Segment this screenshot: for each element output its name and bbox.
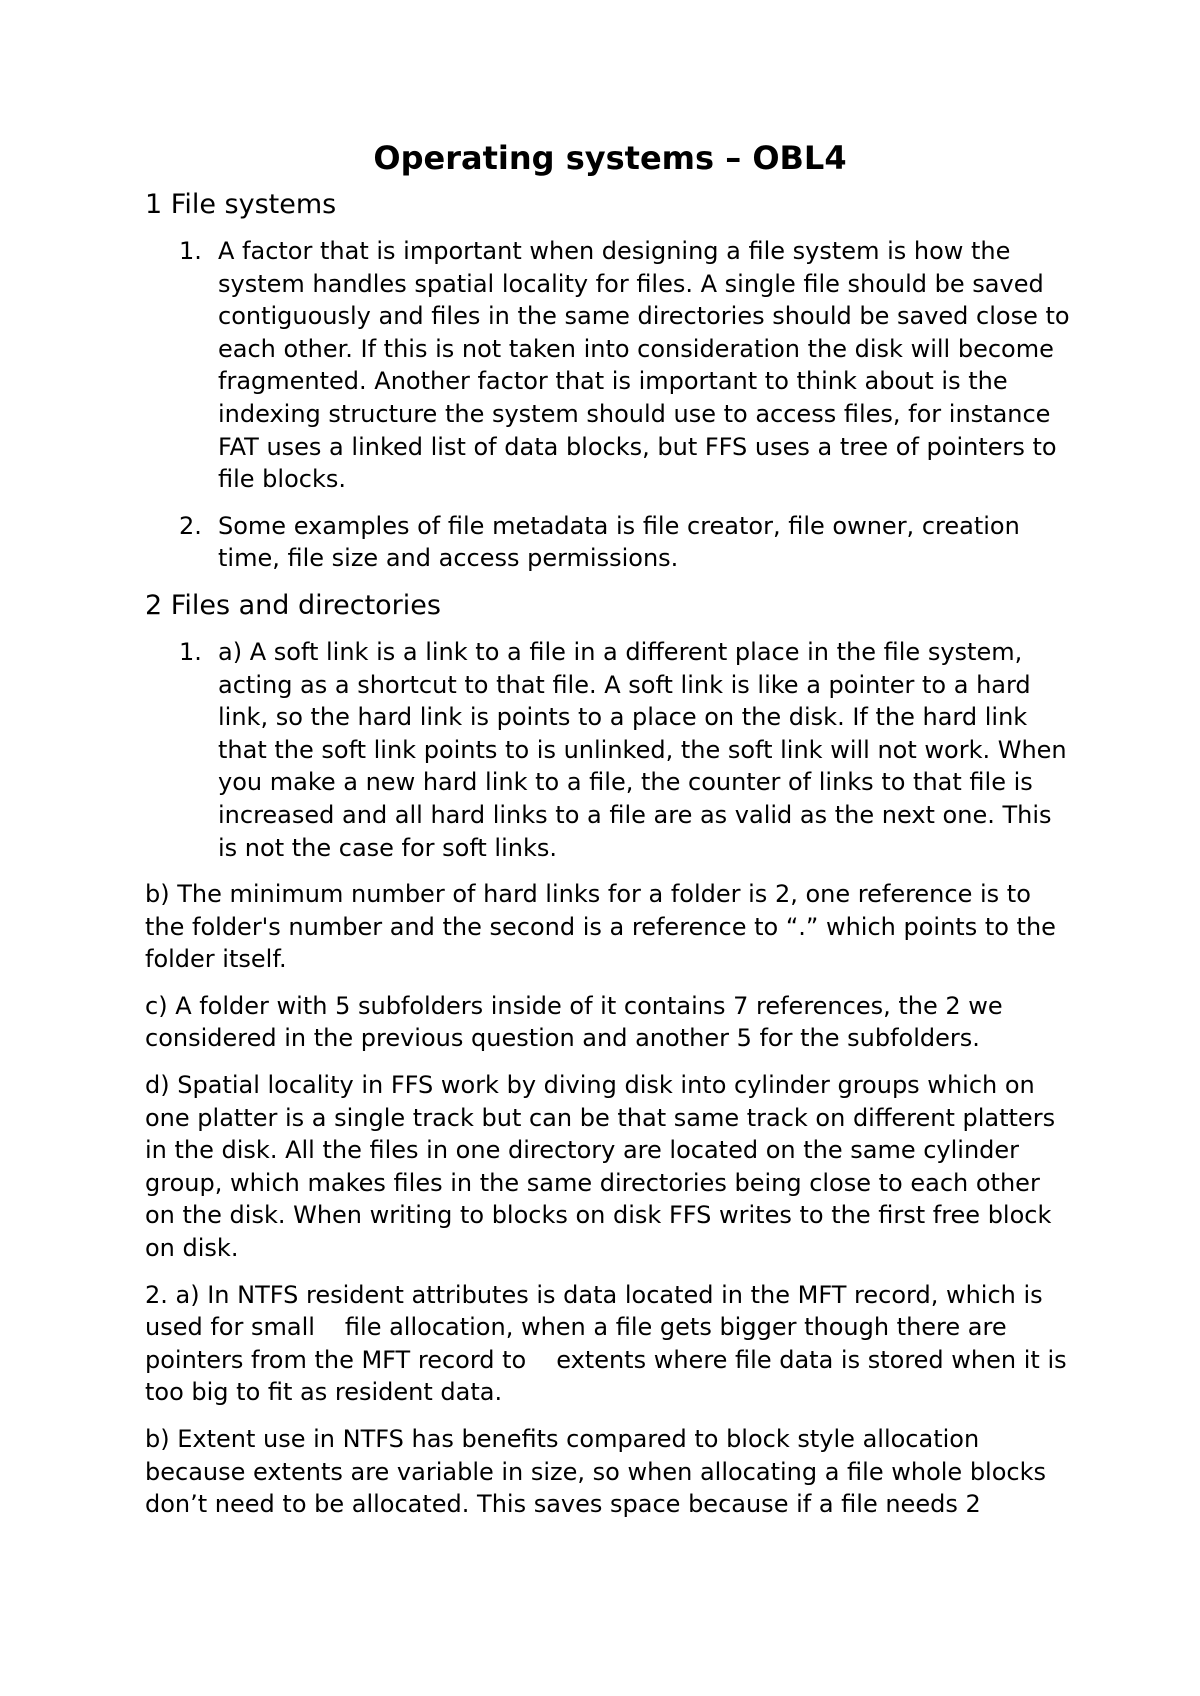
document-page xyxy=(145,138,1075,1535)
list-item-text: A factor that is important when designing a file system is how the system handles spatial locality for files. A single file should be saved contiguously and files in the same directories should be saved close to each other. If this is not taken into consideration the disk will become fragmented. Another factor that is important to think about is the indexing structure the system should use to access files, for instance FAT uses a linked list of data blocks, but FFS uses a tree of pointers to file blocks. xyxy=(218,237,1070,494)
paragraph-2a-part2: file allocation, when a file gets bigger though there are pointers from the MFT record to xyxy=(145,1313,1007,1374)
section-heading-files-and-directories: 2 Files and directories xyxy=(145,589,441,621)
paragraph-2b: b) Extent use in NTFS has benefits compared to block style allocation because extents are variable in size, so when allocating a file whole blocks don’t need to be allocated. This saves space because if a file needs 2 xyxy=(145,1425,1047,1519)
file-systems-list xyxy=(145,235,1075,575)
list-item-text: a) A soft link is a link to a file in a different place in the file system, acting as a shortcut to that file. A soft link is like a pointer to a hard link, so the hard link is points to a place on the disk. If the hard link that the soft link points to is unlinked, the soft link will not work. When you make a new hard link to a file, the counter of links to that file is increased and all hard links to a file are as valid as the next one. This is not the case for soft links. xyxy=(218,637,1067,862)
list-item xyxy=(145,510,1075,575)
list-item xyxy=(145,235,1075,496)
paragraph-b: b) The minimum number of hard links for a folder is 2, one reference is to the folder's number and the second is a reference to “.” which points to the folder itself. xyxy=(145,880,1056,974)
list-item-number: 1. xyxy=(179,237,202,265)
document-title: Operating systems – OBL4 xyxy=(373,139,847,177)
paragraph-2a-part3: extents where file data is stored when it is too big to fit as resident data. xyxy=(145,1345,1067,1407)
list-item-number: 2. xyxy=(179,511,202,540)
paragraph-d: d) Spatial locality in FFS work by diving disk into cylinder groups which on one platter is a single track but can be that same track on different platters in the disk. All the files in one directory are located on the same cylinder group, which makes files in the same directories being close to each other on the disk. When writing to blocks on disk FFS writes to the first free block on disk. xyxy=(145,1071,1056,1263)
section-heading-file-systems: 1 File systems xyxy=(145,189,337,220)
list-item-number: 1. xyxy=(179,637,202,666)
paragraph-2a-part1: 2. a) In NTFS resident attributes is data located in the MFT record, which is used for small xyxy=(145,1280,1043,1342)
paragraph-c: c) A folder with 5 subfolders inside of it contains 7 references, the 2 we considered in the previous question and another 5 for the subfolders. xyxy=(145,991,1003,1053)
list-item xyxy=(145,636,1075,864)
paragraph-2a xyxy=(145,1279,1075,1409)
list-item-text: Some examples of file metadata is file creator, file owner, creation time, file size and access permissions. xyxy=(218,511,1020,573)
files-directories-list xyxy=(145,636,1075,864)
